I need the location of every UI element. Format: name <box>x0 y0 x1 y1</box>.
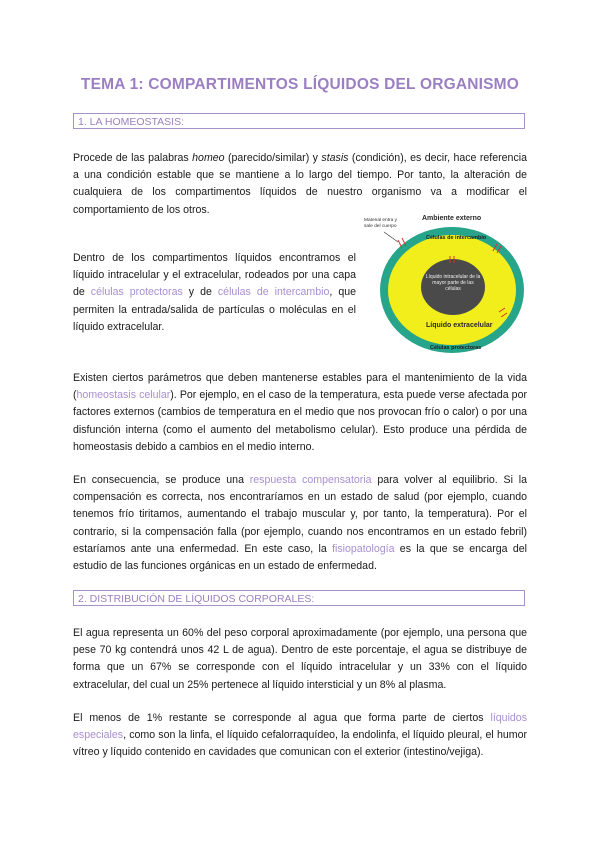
text-run: El agua representa un 60% del peso corporal aproximadamente (por ejemplo, una persona que pese 70 kg contendrá unos 42 L de agua). Dentro de este porcentaje, el agua se distribuye de forma que un 67% se corresponde con el líquido intracelular y un 33% con el líquido extracelular, del cual un 25% pertenece al líquido intersticial y un 8% al plasma. <box>73 627 527 691</box>
term-stasis: stasis <box>321 152 349 164</box>
label-intracelular-wrapper <box>424 274 482 302</box>
text-run: es la que se encarga del estudio de las funciones orgánicas en un estado de enfermedad. <box>73 542 527 573</box>
label-celulas-intercambio: Células de intercambio <box>426 235 487 241</box>
text-run: Existen ciertos parámetros que deben mantenerse estables para el mantenimiento de la vida ( <box>73 372 527 402</box>
text-run: para volver al equilibrio. Si la compensación es correcta, nos encontraríamos en un estado de salud (por ejemplo, cuando tenemos frío tiritamos, aumentando el trabajo muscular y, por tanto, la temperatura). Por el contrario, si la compensación falla (por ejemplo, cuando nos encontramos en un estado febril) estaríamos ante una enfermedad. En este caso, la <box>73 474 527 555</box>
term-celulas-protectoras: células protectoras <box>90 286 183 299</box>
paragraph-compartments <box>73 250 356 336</box>
text-run: , que permiten la entrada/salida de partículas o moléculas en el líquido extracelular. <box>73 286 357 333</box>
compartments-diagram <box>364 210 528 358</box>
paragraph-compensation <box>73 472 527 575</box>
text-run: (parecido/similar) y <box>224 152 322 164</box>
label-material-entra-sale: Material entra y sale del cuerpo <box>364 218 398 229</box>
term-homeo: homeo <box>192 152 225 164</box>
paragraph-parameters <box>73 370 527 456</box>
text-run: Procede de las palabras <box>73 152 193 164</box>
paragraph-homeostasis-definition <box>73 150 527 219</box>
section-heading-distribucion: 2. DISTRIBUCIÓN DE LÍQUIDOS CORPORALES: <box>73 590 525 606</box>
text-run: ). Por ejemplo, en el caso de la temperatura, esta puede verse afectada por factores externos (cambios de temperatura en el medio que nos provocan frío o calor) o por una disfunción interna (como el aumento del metabolismo celular). Esto produce una pérdida de homeostasis debido a cambios en el medio interno. <box>73 389 527 453</box>
term-homeostasis-celular: homeostasis celular <box>76 389 171 402</box>
page-title: TEMA 1: COMPARTIMENTOS LÍQUIDOS DEL ORGANISMO <box>80 76 520 93</box>
label-celulas-protectoras: Células protectoras <box>430 345 482 351</box>
text-run: (condición), es decir, hace referencia a una condición estable que se mantiene a lo largo del tiempo. Por tanto, la alteración de cualquiera de los compartimentos líquidos de nuestro organismo va a modificar el comportamiento de los otros. <box>73 152 527 216</box>
term-fisiopatologia: fisiopatología <box>332 542 395 555</box>
term-respuesta-compensatoria: respuesta compensatoria <box>249 474 372 486</box>
label-ambiente-externo: Ambiente externo <box>422 215 482 222</box>
text-run: , como son la linfa, el líquido cefalorraquídeo, la endolinfa, el líquido pleural, el humor vítreo y líquido contenido en cavidades que comunican con el exterior (intestino/vejiga). <box>73 729 527 759</box>
text-run: y de <box>182 286 218 299</box>
paragraph-special-fluids <box>73 710 527 762</box>
compartments-diagram-svg <box>364 210 528 358</box>
text-run: En consecuencia, se produce una <box>73 474 250 486</box>
text-run: Dentro de los compartimentos líquidos encontramos el líquido intracelular y el extracelular, rodeados por una capa de <box>73 252 356 299</box>
term-liquidos-especiales: líquidos especiales <box>73 712 527 742</box>
label-material-wrapper <box>364 218 406 238</box>
paragraph-water-distribution <box>73 625 527 694</box>
text-run: El menos de 1% restante se corresponde al agua que forma parte de ciertos <box>73 712 491 724</box>
section-heading-homeostasis: 1. LA HOMEOSTASIS: <box>73 113 525 129</box>
term-celulas-intercambio: células de intercambio <box>217 286 330 299</box>
label-liquido-extracelular: Líquido extracelular <box>426 322 493 329</box>
label-liquido-intracelular: Líquido intracelular de la mayor parte de las células <box>425 274 481 292</box>
